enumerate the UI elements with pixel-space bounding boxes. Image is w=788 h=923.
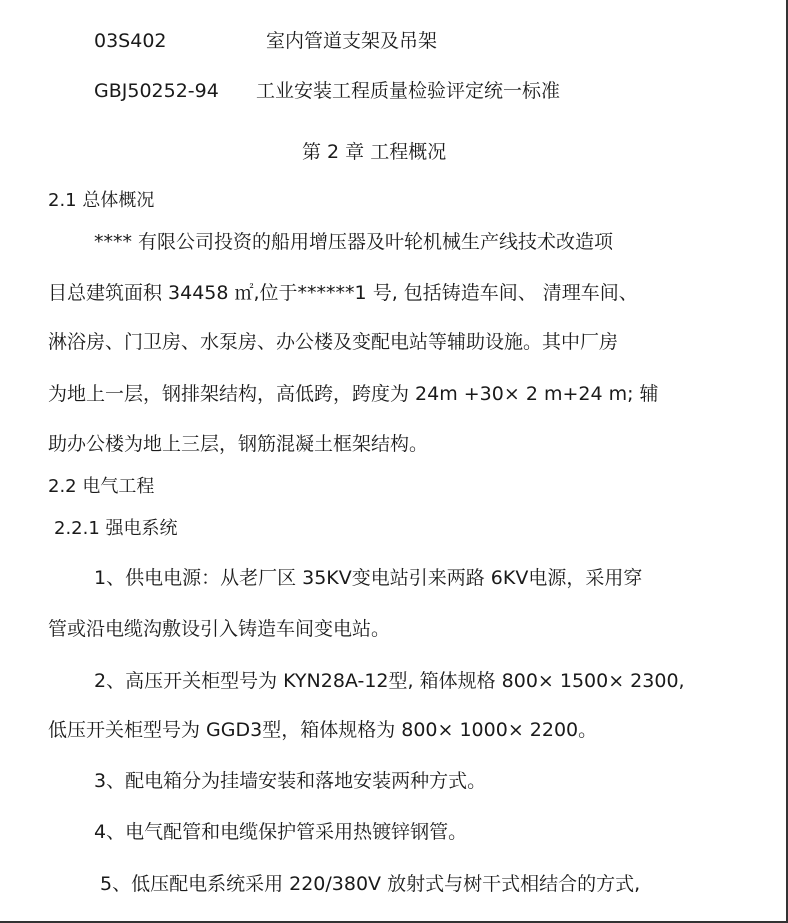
paragraph-line: 助办公楼为地上三层，钢筋混凝土框架结构。 [48,433,429,455]
reference-title: 室内管道支架及吊架 [266,30,438,52]
subsection-heading: 2.2.1 强电系统 [54,518,178,539]
item-line: 2、高压开关柜型号为 KYN28A-12型, 箱体规格 800× 1500× 2300, [94,670,685,692]
item-line: 4、电气配管和电缆保护管采用热镀锌钢管。 [94,821,468,843]
section-heading: 2.1 总体概况 [48,190,155,211]
paragraph-line: 淋浴房、门卫房、水泵房、办公楼及变配电站等辅助设施。其中厂房 [48,331,619,353]
item-line: 3、配电箱分为挂墙安装和落地安装两种方式。 [94,770,487,792]
reference-title: 工业安装工程质量检验评定统一标准 [256,80,561,102]
paragraph-line: 目总建筑面积 34458 ㎡,位于******1 号, 包括铸造车间、 清理车间、 [48,282,638,304]
section-heading: 2.2 电气工程 [48,476,155,497]
chapter-title: 第 2 章 工程概况 [302,141,447,163]
reference-code: 03S402 [94,30,167,52]
paragraph-line: 为地上一层，钢排架结构，高低跨，跨度为 24m +30× 2 m+24 m; 辅 [48,383,659,405]
item-line: 5、低压配电系统采用 220/380V 放射式与树干式相结合的方式, [100,873,641,895]
reference-code: GBJ50252-94 [94,80,219,102]
item-line: 低压开关柜型号为 GGD3型，箱体规格为 800× 1000× 2200。 [48,719,598,741]
item-line: 1、供电电源：从老厂区 35KV变电站引来两路 6KV电源，采用穿 [94,567,643,589]
item-line: 管或沿电缆沟敷设引入铸造车间变电站。 [48,618,391,640]
paragraph-line: **** 有限公司投资的船用增压器及叶轮机械生产线技术改造项 [94,231,614,253]
